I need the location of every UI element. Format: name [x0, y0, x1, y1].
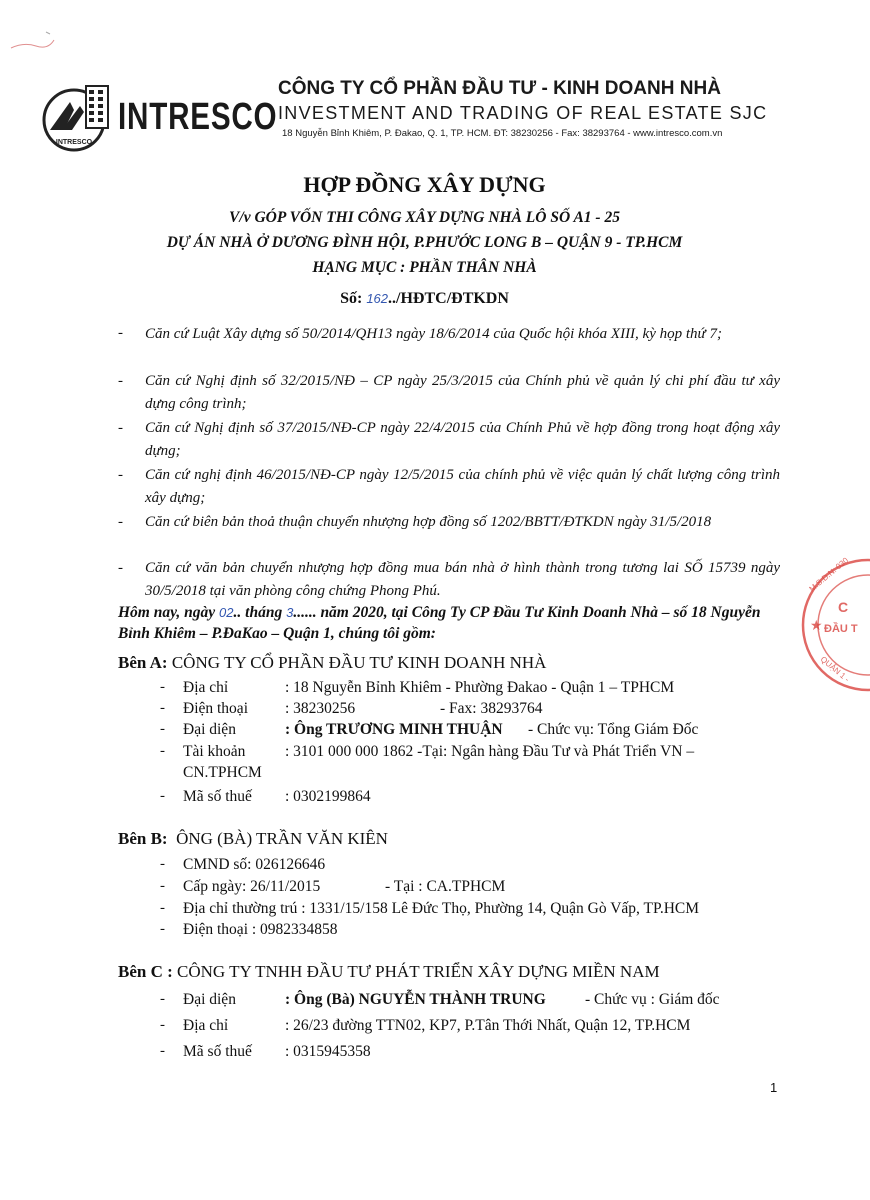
party-a-account: : 3101 000 000 1862 -Tại: Ngân hàng Đầu Tư và Phát Triển VN –: [285, 743, 695, 760]
party-b-phone: Điện thoại : 0982334858: [183, 921, 338, 938]
party-a-rep-label: Đại diện: [183, 721, 236, 738]
bullet-dash: -: [160, 921, 165, 937]
company-name-en: INVESTMENT AND TRADING OF REAL ESTATE SJC: [278, 103, 768, 123]
party-a-fax: - Fax: 38293764: [440, 700, 543, 717]
pen-scribble-mark: [6, 20, 76, 60]
handwritten-number: 162: [366, 291, 389, 306]
party-c-tax: : 0315945358: [285, 1043, 371, 1060]
page-number: 1: [770, 1080, 778, 1095]
party-c-rep-name: : Ông (Bà) NGUYỄN THÀNH TRUNG: [285, 991, 546, 1008]
bullet-dash: -: [160, 679, 165, 695]
svg-text:QUẬN 1 -: QUẬN 1 -: [818, 654, 852, 684]
party-a-tax-label: Mã số thuế: [183, 788, 252, 805]
party-a-account-cont: CN.TPHCM: [183, 764, 262, 781]
company-seal-stamp: [790, 530, 870, 684]
party-c-rep-title: - Chức vụ : Giám đốc: [585, 991, 720, 1008]
document-title: HỢP ĐỒNG XÂY DỰNG: [303, 172, 546, 197]
legal-basis-3: Căn cứ Nghị định số 37/2015/NĐ-CP ngày 22/4/2015 của Chính Phủ về hợp đồng trong hoạt động xây dựng;: [145, 420, 780, 459]
party-b-issue-place: - Tại : CA.TPHCM: [385, 878, 506, 895]
svg-text:ĐẦU T: ĐẦU T: [824, 623, 858, 635]
brand-name: INTRESCO: [118, 96, 278, 138]
legal-basis-1: Căn cứ Luật Xây dựng số 50/2014/QH13 ngày 18/6/2014 của Quốc hội khóa XIII, kỳ họp thứ 7;: [145, 326, 722, 342]
party-b-id: CMND số: 026126646: [183, 856, 326, 873]
subtitle-3: HẠNG MỤC : PHẦN THÂN NHÀ: [312, 259, 537, 276]
party-a-phone: : 38230256: [285, 700, 356, 717]
bullet-dash: -: [160, 743, 165, 759]
logo-caption: INTRESCO: [55, 139, 93, 146]
bullet-dash: -: [160, 878, 165, 894]
bullet-dash: -: [118, 420, 123, 436]
bullet-dash: -: [160, 900, 165, 916]
bullet-dash: -: [160, 788, 165, 804]
subtitle-1: V/v GÓP VỐN THI CÔNG XÂY DỰNG NHÀ LÔ SỐ A1 - 25: [229, 209, 620, 226]
party-a-address-label: Địa chỉ: [183, 679, 229, 696]
subtitle-2: DỰ ÁN NHÀ Ở DƯƠNG ĐÌNH HỘI, P.PHƯỚC LONG B – QUẬN 9 - TP.HCM: [166, 234, 683, 251]
party-a-tax: : 0302199864: [285, 788, 371, 805]
bullet-dash: -: [160, 1017, 165, 1033]
company-name-vn: CÔNG TY CỔ PHẦN ĐẦU TƯ - KINH DOANH NHÀ: [278, 78, 721, 99]
legal-basis-5: Căn cứ biên bản thoả thuận chuyển nhượng hợp đồng số 1202/BBTT/ĐTKDN ngày 31/5/2018: [145, 514, 712, 530]
company-address-line: 18 Nguyễn Bỉnh Khiêm, P. Đakao, Q. 1, TP. HCM. ĐT: 38230256 - Fax: 38293764 - www.intresco.com.vn: [282, 128, 723, 139]
party-a-phone-label: Điện thoại: [183, 700, 248, 717]
party-c-address-label: Địa chỉ: [183, 1017, 229, 1034]
intresco-logo-icon: [42, 80, 112, 154]
party-c-heading: Bên C : CÔNG TY TNHH ĐẦU TƯ PHÁT TRIỂN XÂY DỰNG MIỀN NAM: [118, 962, 660, 981]
bullet-dash: -: [160, 856, 165, 872]
party-a-account-label: Tài khoản: [183, 743, 246, 760]
handwritten-day: 02: [219, 605, 234, 620]
legal-basis-6: Căn cứ văn bản chuyển nhượng hợp đồng mua bán nhà ở hình thành trong tương lai SỐ 15739 ngày 30/5/2018 tại văn phòng công chứng Phong Phú.: [145, 560, 780, 599]
party-b-heading: Bên B: ÔNG (BÀ) TRẦN VĂN KIÊN: [118, 829, 388, 848]
bullet-dash: -: [160, 721, 165, 737]
bullet-dash: -: [118, 467, 123, 483]
party-c-rep-label: Đại diện: [183, 991, 236, 1008]
legal-basis-2: Căn cứ Nghị định số 32/2015/NĐ – CP ngày 25/3/2015 của Chính phủ về quản lý chi phí đầu tư xây dựng công trình;: [145, 373, 780, 412]
party-a-rep-name: : Ông TRƯƠNG MINH THUẬN: [285, 721, 503, 738]
bullet-dash: -: [160, 700, 165, 716]
legal-basis-4: Căn cứ nghị định 46/2015/NĐ-CP ngày 12/5/2015 của chính phủ về việc quản lý chất lượng công trình xây dựng;: [145, 467, 780, 506]
bullet-dash: -: [118, 373, 123, 389]
party-a-address: : 18 Nguyễn Bỉnh Khiêm - Phường Đakao - Quận 1 – TPHCM: [285, 679, 675, 696]
party-c-tax-label: Mã số thuế: [183, 1043, 252, 1060]
svg-text:M.S.D.N: 030: M.S.D.N: 030: [807, 555, 851, 594]
handwritten-month: 3: [286, 605, 294, 620]
bullet-dash: -: [118, 514, 123, 530]
bullet-dash: -: [160, 991, 165, 1007]
contract-number: Số: 162../HĐTC/ĐTKDN: [340, 290, 509, 307]
party-a-rep-title: - Chức vụ: Tổng Giám Đốc: [528, 721, 699, 738]
date-place-statement: Hôm nay, ngày 02.. tháng 3...... năm 2020, tại Công Ty CP Đầu Tư Kinh Doanh Nhà – số 18 Nguyễn Bỉnh Khiêm – P.ĐaKao – Quận 1, chúng tôi gồm:: [118, 604, 761, 642]
party-b-address: Địa chỉ thường trú : 1331/15/158 Lê Đức Thọ, Phường 14, Quận Gò Vấp, TP.HCM: [183, 900, 700, 917]
party-b-issue-date: Cấp ngày: 26/11/2015: [183, 878, 321, 895]
bullet-dash: -: [118, 325, 123, 341]
svg-text:★: ★: [810, 617, 823, 633]
party-c-address: : 26/23 đường TTN02, KP7, P.Tân Thới Nhất, Quận 12, TP.HCM: [285, 1017, 691, 1034]
bullet-dash: -: [160, 1043, 165, 1059]
svg-text:C: C: [838, 599, 849, 615]
bullet-dash: -: [118, 560, 123, 576]
party-a-heading: Bên A: CÔNG TY CỔ PHẦN ĐẦU TƯ KINH DOANH NHÀ: [118, 653, 547, 672]
